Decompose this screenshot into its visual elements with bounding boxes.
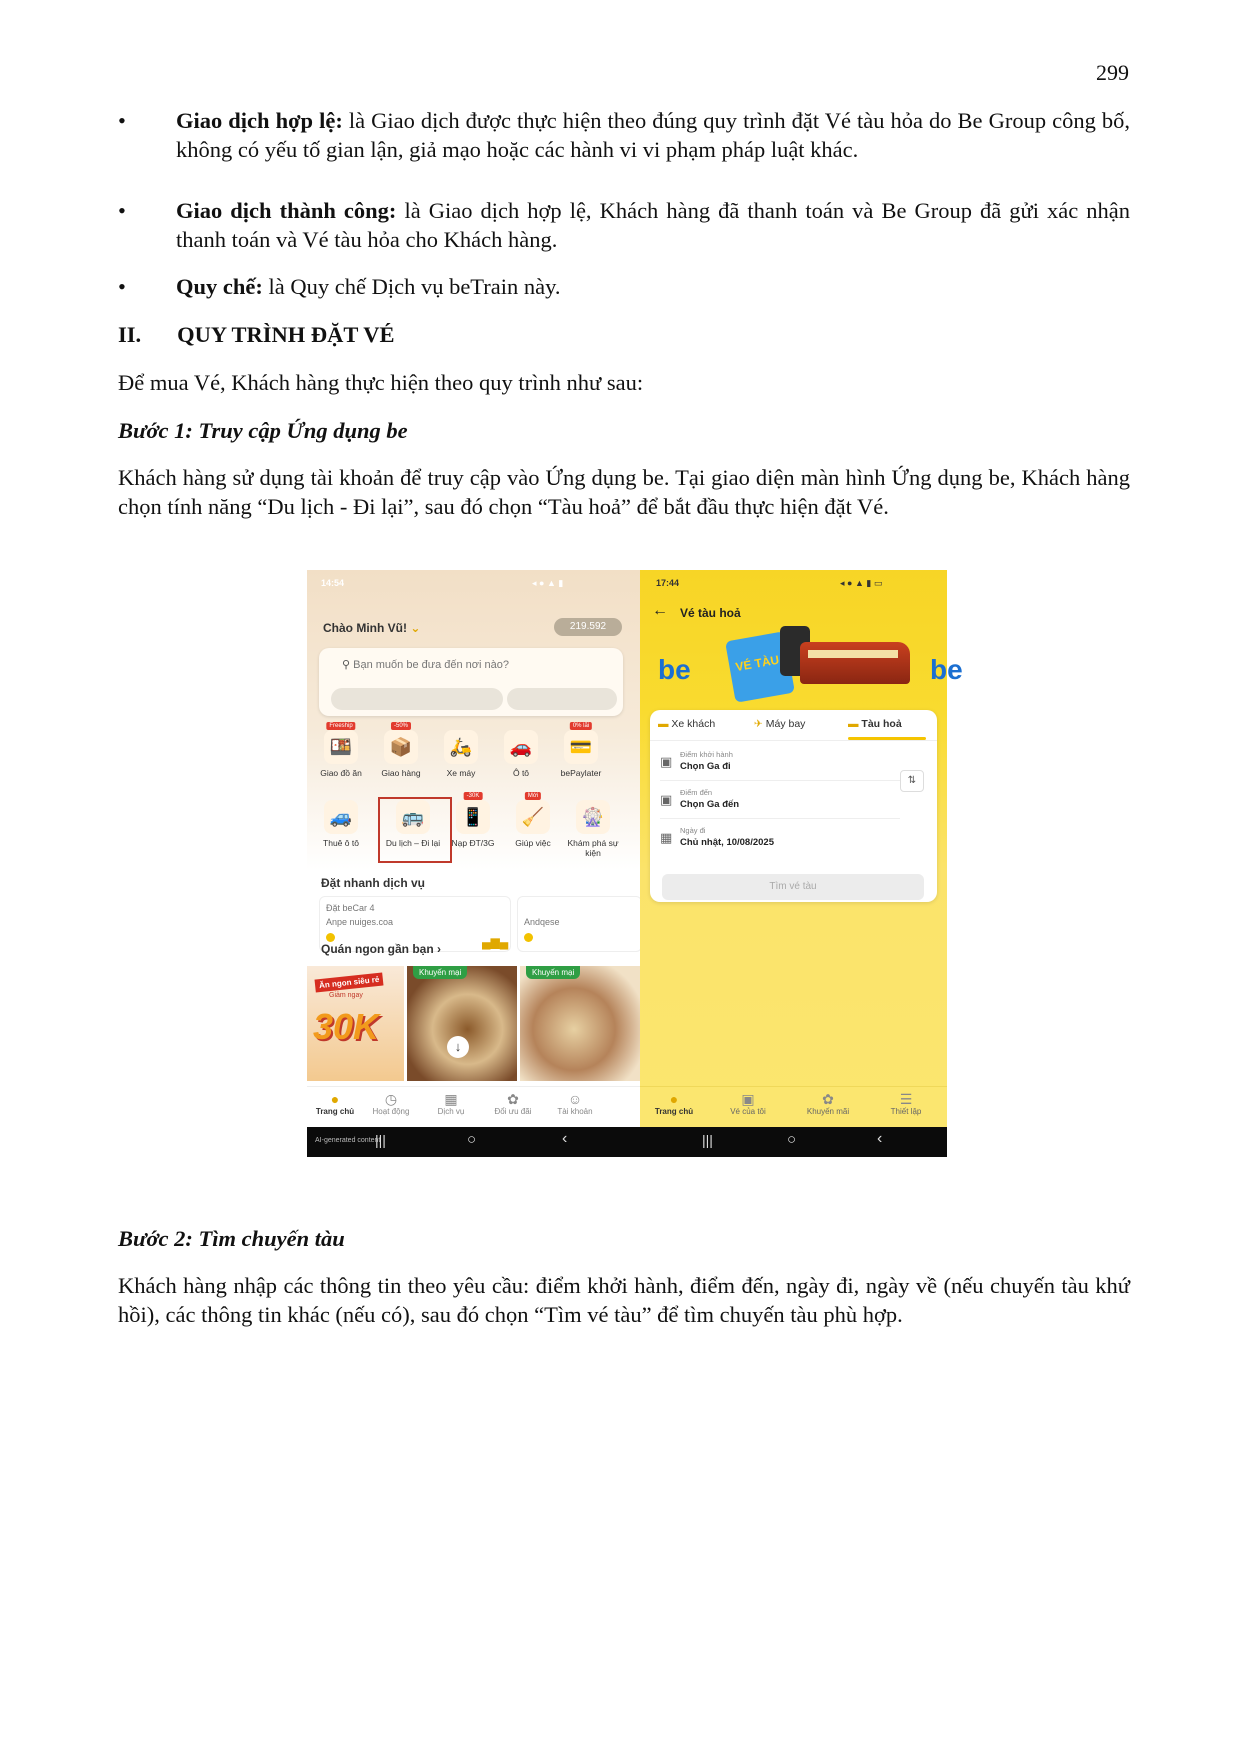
recents-icon[interactable]: ||| — [375, 1132, 386, 1148]
find-ticket-button[interactable]: Tìm vé tàu — [662, 874, 924, 900]
car-icon: ▄▆▄ — [482, 935, 509, 949]
service-events[interactable]: 🎡 Khám phá sự kiện — [563, 800, 623, 858]
bullet-text: là Quy chế Dịch vụ beTrain này. — [262, 274, 561, 299]
recents-icon[interactable]: ||| — [702, 1132, 713, 1148]
step1-heading: Bước 1: Truy cập Ứng dụng be — [118, 418, 408, 443]
plane-icon: ✈ — [754, 718, 763, 730]
food-icon: 🍱 Freeship — [324, 730, 358, 764]
ai-label: AI-generated content — [315, 1137, 381, 1144]
topup-icon: 📱 -30K — [456, 800, 490, 834]
bullet-item — [118, 196, 1130, 254]
service-rent-car[interactable]: 🚙 Thuê ô tô — [311, 800, 371, 848]
date-field[interactable]: Ngày đi Chủ nhật, 10/08/2025 — [680, 826, 774, 848]
transport-tabs — [650, 710, 937, 741]
nav-rewards[interactable]: ✿ Đổi ưu đãi — [485, 1091, 541, 1116]
nav-my-tickets[interactable]: ▣ Vé của tôi — [720, 1091, 776, 1116]
nav-settings[interactable]: ☰ Thiết lập — [878, 1091, 934, 1116]
nav-activity[interactable]: ◷ Hoạt động — [363, 1091, 419, 1116]
status-icons: ◂ ● ▲ ▮ — [532, 578, 564, 588]
home-button-icon[interactable]: ○ — [467, 1131, 477, 1148]
be-logo: be — [658, 654, 691, 685]
back-arrow-icon[interactable]: ← — [652, 602, 668, 619]
search-icon: ⚲ — [342, 659, 351, 671]
nav-home[interactable]: ● Trang chủ — [646, 1091, 702, 1116]
service-food[interactable]: 🍱 Freeship Giao đồ ăn — [320, 723, 362, 778]
nearby-title[interactable]: Quán ngon gần bạn › — [321, 942, 442, 956]
user-icon: ☺ — [567, 1091, 583, 1107]
gift-icon: ✿ — [507, 1091, 519, 1107]
swap-icon[interactable]: ⇅ — [900, 770, 924, 792]
arrow-down-icon[interactable]: ↓ — [447, 1036, 469, 1058]
quick-title: Đặt nhanh dịch vụ — [321, 876, 426, 890]
section-title: QUY TRÌNH ĐẶT VÉ — [177, 322, 395, 347]
status-time: 17:44 — [656, 578, 680, 588]
booking-panel — [650, 710, 937, 902]
intro-text: Để mua Vé, Khách hàng thực hiện theo quy trình như sau: — [118, 370, 644, 395]
home-button-icon[interactable]: ○ — [787, 1131, 797, 1148]
train-icon: ▬ — [848, 718, 859, 730]
calendar-icon: ▦ — [660, 830, 673, 845]
bottom-nav — [640, 1086, 947, 1127]
service-topup[interactable]: 📱 -30K Nạp ĐT/3G — [451, 793, 495, 848]
bullet-term: Quy chế: — [176, 274, 263, 299]
gift-icon: ✿ — [822, 1091, 834, 1107]
bullet-term: Giao dịch hợp lệ: — [176, 108, 343, 133]
status-icons: ◂ ● ▲ ▮ ▭ — [840, 578, 883, 588]
home-icon: ● — [330, 1091, 340, 1107]
quick-card[interactable]: Andqese — [517, 896, 642, 952]
search-placeholder[interactable]: ⚲ Bạn muốn be đưa đến nơi nào? — [342, 659, 509, 671]
recent-place-chip[interactable] — [331, 688, 503, 710]
rent-car-icon: 🚙 — [324, 800, 358, 834]
tab-bus[interactable]: ▬ Xe khách — [658, 718, 716, 730]
nav-account[interactable]: ☺ Tài khoản — [547, 1091, 603, 1116]
bottom-nav — [307, 1086, 640, 1127]
housekeeping-icon: 🧹 Mới — [516, 800, 550, 834]
food-tile[interactable]: Khuyến mại ↓ — [407, 966, 517, 1081]
dot-icon — [524, 933, 533, 942]
home-icon: ● — [669, 1091, 679, 1107]
to-field[interactable]: Điểm đến Chọn Ga đến — [680, 788, 740, 810]
event-icon: 🎡 — [576, 800, 610, 834]
bullet-dot: • — [118, 108, 126, 133]
points-badge[interactable]: 219.592 — [554, 618, 622, 636]
service-delivery[interactable]: 📦 -50% Giao hàng — [381, 723, 421, 778]
status-time: 14:54 — [321, 578, 345, 588]
home-screen — [307, 570, 640, 1127]
scooter-icon: 🛵 — [444, 730, 478, 764]
tab-train[interactable]: ▬ Tàu hoả — [848, 718, 902, 730]
back-icon[interactable]: ‹ — [877, 1130, 883, 1147]
food-tile[interactable]: Khuyến mại — [520, 966, 640, 1081]
grid-icon: ▦ — [444, 1091, 458, 1107]
app-screenshot — [307, 570, 963, 1157]
promo-tile[interactable]: Ăn ngon siêu rẻ Giảm ngay 30K — [307, 966, 404, 1081]
greeting: Chào Minh Vũ! ⌄ — [323, 621, 421, 635]
paylater-icon: 💳 0% lãi — [564, 730, 598, 764]
bullet-text: là Giao dịch hợp lệ, Khách hàng đã thanh toán và Be Group đã gửi xác nhận thanh toán và Vé tàu hỏa cho Khách hàng. — [176, 198, 1130, 252]
bullet-item — [118, 106, 1130, 164]
train-ticket-screen — [640, 570, 963, 1127]
section-heading — [118, 320, 1130, 349]
service-bike[interactable]: 🛵 Xe máy — [431, 730, 491, 778]
ticket-icon: ▣ — [741, 1091, 755, 1107]
train-graphic — [800, 642, 910, 684]
recent-place-chip[interactable] — [507, 688, 617, 710]
nav-promotions[interactable]: ✿ Khuyến mãi — [800, 1091, 856, 1116]
page-number: 299 — [1096, 60, 1129, 85]
active-tab-indicator — [848, 737, 926, 740]
bullet-dot: • — [118, 198, 126, 223]
bullet-text: là Giao dịch được thực hiện theo đúng quy trình đặt Vé tàu hỏa do Be Group công bố, không có yếu tố gian lận, giả mạo hoặc các hành vi vi phạm pháp luật khác. — [176, 108, 1130, 162]
back-icon[interactable]: ‹ — [562, 1130, 568, 1147]
step1-text: Khách hàng sử dụng tài khoản để truy cập vào Ứng dụng be. Tại giao diện màn hình Ứng dụng be, Khách hàng chọn tính năng “Du lịch - Đi lại”, sau đó chọn “Tàu hoả” để bắt đầu thực hiện đặt Vé. — [118, 465, 1130, 519]
bullet-dot: • — [118, 274, 126, 299]
ticket-graphic: VÉ TÀU — [725, 631, 795, 702]
travel-icon: 🚌 — [396, 800, 430, 834]
bullet-item — [118, 272, 1130, 301]
service-travel[interactable]: 🚌 Du lịch – Đi lại — [383, 800, 443, 848]
bullet-term: Giao dịch thành công: — [176, 198, 397, 223]
screen-title: Vé tàu hoả — [680, 606, 741, 620]
step2-heading: Bước 2: Tìm chuyến tàu — [118, 1226, 345, 1251]
highlight-travel-box — [378, 797, 452, 863]
menu-icon: ☰ — [899, 1091, 913, 1107]
tab-plane[interactable]: ✈ Máy bay — [754, 718, 806, 730]
be-logo: be — [930, 654, 963, 685]
clock-icon: ◷ — [384, 1091, 398, 1107]
nav-services[interactable]: ▦ Dịch vụ — [423, 1091, 479, 1116]
from-field[interactable]: Điểm khởi hành Chọn Ga đi — [680, 750, 733, 772]
dot-icon — [326, 933, 335, 942]
section-number: II. — [118, 322, 142, 347]
bus-icon: ▬ — [658, 718, 669, 730]
step2-text: Khách hàng nhập các thông tin theo yêu cầu: điểm khởi hành, điểm đến, ngày đi, ngày về (nếu chuyến tàu khứ hồi), các thông tin khác (nếu có), sau đó chọn “Tìm vé tàu” để tìm chuyến tàu phù hợp. — [118, 1273, 1130, 1327]
service-car[interactable]: 🚗 Ô tô — [491, 730, 551, 778]
nav-home[interactable]: ● Trang chủ — [307, 1091, 363, 1116]
service-paylater[interactable]: 💳 0% lãi bePaylater — [560, 723, 602, 778]
android-nav-bar — [307, 1127, 947, 1157]
box-icon: 📦 -50% — [384, 730, 418, 764]
car-icon: 🚗 — [504, 730, 538, 764]
service-housekeeping[interactable]: 🧹 Mới Giúp việc — [515, 793, 551, 848]
train-icon: ▣ — [660, 792, 673, 807]
train-icon: ▣ — [660, 754, 673, 769]
quick-card[interactable]: Đặt beCar 4 Anpe nuiges.coa ▄▆▄ — [319, 896, 511, 952]
